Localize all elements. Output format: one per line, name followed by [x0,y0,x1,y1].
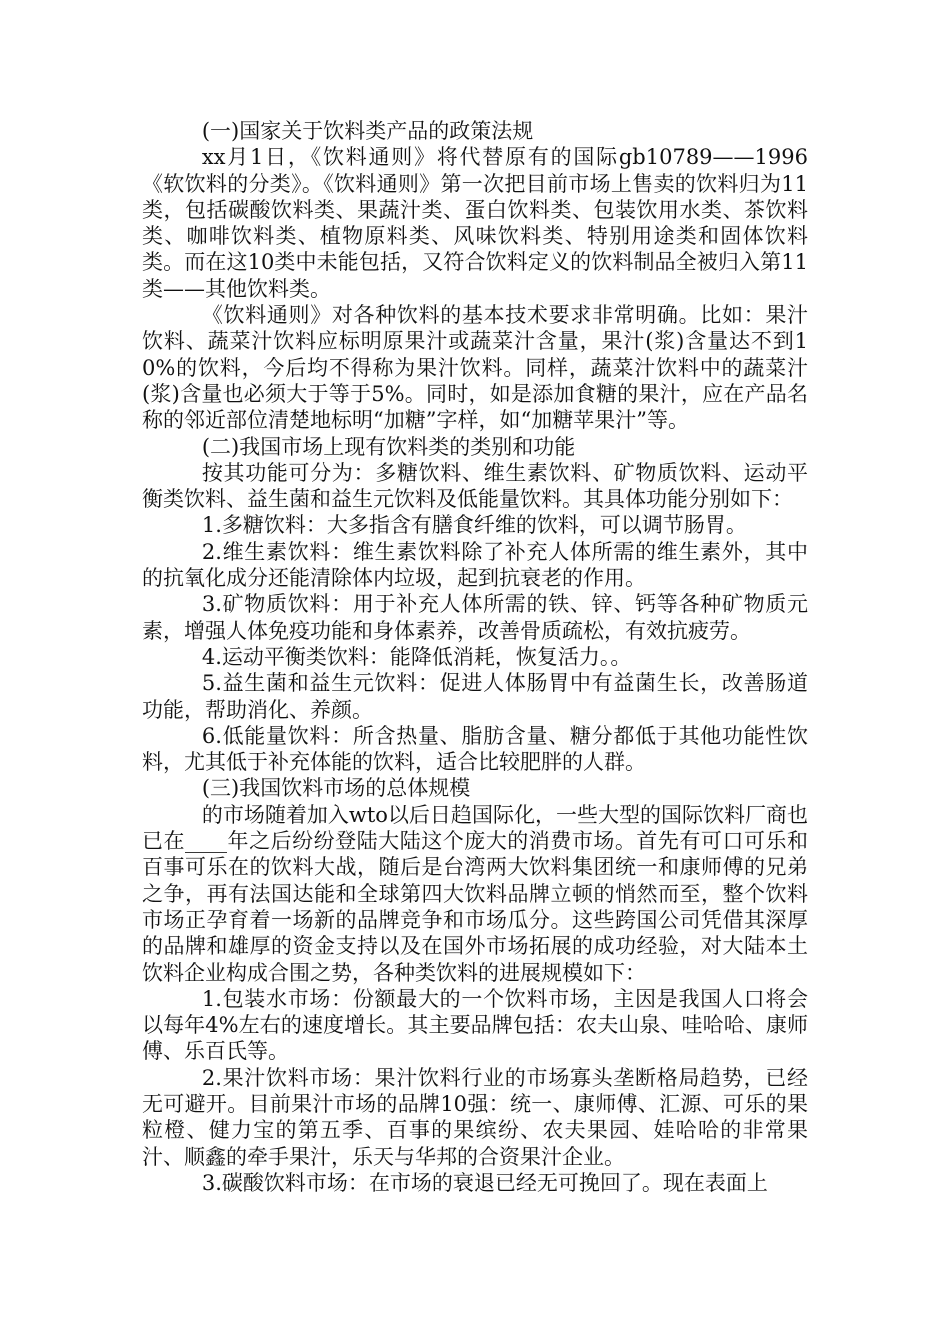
section-heading-market-scale: (三)我国饮料市场的总体规模 [201,776,471,801]
list-item-juice: 2.果汁饮料市场：果汁饮料行业的市场寡头垄断格局趋势，已经无可避开。目前果汁市场的品牌10强：统一、康师傅、汇源、可乐的果粒橙、健力宝的第五季、百事的果缤纷、农夫果园、娃哈哈的非常果汁、顺鑫的牵手果汁，乐天与华邦的合资果汁企业。 [142,1065,808,1169]
document-body [142,118,808,1196]
section-heading-policy: (一)国家关于饮料类产品的政策法规 [201,119,534,143]
list-item-low-energy: 6.低能量饮料：所含热量、脂肪含量、糖分都低于其他功能性饮料，尤其低于补充体能的饮料，适合比较肥胖的人群。 [142,723,808,775]
list-item-carbonated: 3.碳酸饮料市场：在市场的衰退已经无可挽回了。现在表面上 [201,1170,768,1195]
list-item-mineral: 3.矿物质饮料：用于补充人体所需的铁、锌、钙等各种矿物质元素，增强人体免疫功能和身体素养，改善骨质疏松，有效抗疲劳。 [142,592,808,643]
list-item-probiotic: 5.益生菌和益生元饮料：促进人体肠胃中有益菌生长，改善肠道功能，帮助消化、养颜。 [142,671,808,722]
list-item-bottled-water: 1.包装水市场：份额最大的一个饮料市场，主因是我国人口将会以每年4%左右的速度增长。其主要品牌包括：农夫山泉、哇哈哈、康师傅、乐百氏等。 [142,986,808,1064]
paragraph-market-overview: 的市场随着加入wto以后日趋国际化，一些大型的国际饮料厂商也已在____年之后纷纷登陆大陆这个庞大的消费市场。首先有可口可乐和百事可乐在的饮料大战，随后是台湾两大饮料集团统一和康师傅的兄弟之争，再有法国达能和全球第四大饮料品牌立顿的悄然而至，整个饮料市场正孕育着一场新的品牌竞争和市场瓜分。这些跨国公司凭借其深厚的品牌和雄厚的资金支持以及在国外市场拓展的成功经验，对大陆本土饮料企业构成合围之势，各种类饮料的进展规模如下： [142,802,808,985]
list-item-vitamin: 2.维生素饮料：维生素饮料除了补充人体所需的维生素外，其中的抗氧化成分还能清除体内垃圾，起到抗衰老的作用。 [142,539,808,591]
list-item-polysaccharide: 1.多糖饮料：大多指含有膳食纤维的饮料，可以调节肠胃。 [201,513,747,538]
paragraph-function-intro: 按其功能可分为：多糖饮料、维生素饮料、矿物质饮料、运动平衡类饮料、益生菌和益生元饮料及低能量饮料。其具体功能分别如下： [142,460,808,512]
list-item-sports: 4.运动平衡类饮料：能降低消耗，恢复活力。。 [201,644,632,669]
paragraph-beverage-standard: xx月1日，《饮料通则》将代替原有的国际gb10789——1996《软饮料的分类》。《饮料通则》第一次把目前市场上售卖的饮料归为11类，包括碳酸饮料类、果蔬汁类、蛋白饮料类、包装饮用水类、茶饮料类、咖啡饮料类、植物原料类、风味饮料类、特别用途类和固体饮料类。而在这10类中未能包括，又符合饮料定义的饮料制品全被归入第11类——其他饮料类。 [142,145,808,301]
paragraph-technical-requirements: 《饮料通则》对各种饮料的基本技术要求非常明确。比如：果汁饮料、蔬菜汁饮料应标明原果汁或蔬菜汁含量，果汁(浆)含量达不到10%的饮料，今后均不得称为果汁饮料。同样，蔬菜汁饮料中的蔬菜汁(浆)含量也必须大于等于5%。同时，如是添加食糖的果汁，应在产品名称的邻近部位清楚地标明“加糖”字样，如“加糖苹果汁”等。 [142,303,808,433]
section-heading-categories: (二)我国市场上现有饮料类的类别和功能 [201,434,576,459]
